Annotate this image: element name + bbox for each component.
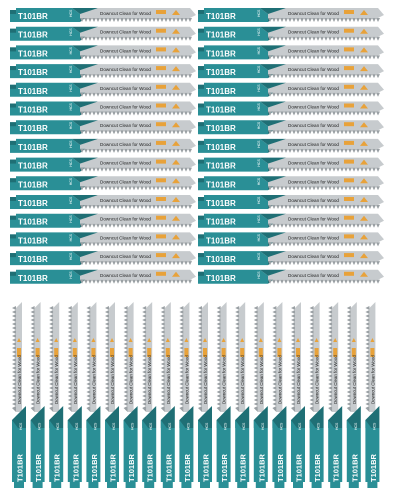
vertical-blade [217,302,231,488]
horizontal-blade [198,102,384,116]
material-mark-label: HCS [69,252,73,261]
material-mark-label: HCS [257,140,261,148]
material-mark-label: HCS [69,140,73,148]
horizontal-blade [198,45,384,59]
material-mark-label: HCS [257,177,261,186]
orange-marker [156,29,166,33]
material-mark-label: HCS [69,196,73,204]
horizontal-blade [10,64,196,78]
orange-marker [156,234,166,238]
blade-description-label: Downcut Clean for Wood [100,85,151,91]
vertical-blade [161,302,175,488]
horizontal-blade [198,27,384,41]
orange-marker [344,85,354,89]
blade-description-label: Downcut Clean for Wood [288,48,339,54]
orange-marker [344,160,354,164]
blade-description-label: Downcut Clean for Wood [100,216,151,222]
material-mark-label: HCS [69,215,73,223]
material-mark-label: HCS [69,9,73,17]
material-mark-label: HCS [69,103,73,111]
blade-description-label: Downcut Clean for Wood [100,29,151,35]
blade-description-label: Downcut Clean for Wood [100,11,151,16]
vertical-blade [142,302,156,488]
horizontal-blade [198,158,384,172]
material-mark-label: HCS [56,422,61,430]
blade-code-label: T101BR [18,105,48,115]
blade-code-label: T101BR [145,454,155,482]
orange-marker [344,234,354,238]
material-mark-label: HCS [257,28,261,36]
material-mark-label: HCS [223,422,228,430]
material-mark-label: HCS [130,422,135,430]
blade-code-label: T101BR [18,273,48,283]
horizontal-blade [10,270,196,284]
blade-description-label: Downcut Clean for Wood [100,235,151,241]
vertical-blade [86,302,100,488]
vertical-blade [272,302,286,488]
material-mark-label: HCS [372,422,377,430]
vertical-blade [49,302,63,488]
material-mark-label: HCS [69,84,73,92]
blade-code-label: T101BR [18,255,48,265]
vertical-blade [310,302,324,488]
blade-description-label: Downcut Clean for Wood [314,355,320,404]
blade-description-label: Downcut Clean for Wood [100,67,151,73]
material-mark-label: HCS [74,422,79,430]
vertical-blade [235,302,249,488]
orange-marker [156,178,166,182]
blade-description-label: Downcut Clean for Wood [100,198,151,203]
blade-code-label: T101BR [206,30,236,40]
horizontal-blade [10,139,196,153]
blade-code-label: T101BR [18,12,48,21]
vertical-blade [254,302,268,488]
material-mark-label: HCS [257,9,261,17]
vertical-blade [124,302,138,488]
material-mark-label: HCS [186,422,191,430]
blade-description-label: Downcut Clean for Wood [288,179,339,185]
blade-description-label: Downcut Clean for Wood [35,355,41,404]
blade-code-label: T101BR [206,255,236,265]
blade-description-label: Downcut Clean for Wood [128,355,134,404]
blade-code-label: T101BR [182,454,192,482]
material-mark-label: HCS [257,65,261,74]
orange-marker [344,216,354,220]
blade-code-label: T101BR [18,236,48,246]
horizontal-blade [198,8,384,22]
blade-description-label: Downcut Clean for Wood [296,355,301,404]
orange-marker [156,216,166,220]
vertical-blade [179,302,193,488]
blade-code-label: T101BR [206,273,236,283]
blade-description-label: Downcut Clean for Wood [203,355,208,404]
blade-description-label: Downcut Clean for Wood [221,355,227,404]
blade-code-label: T101BR [18,124,48,134]
blade-description-label: Downcut Clean for Wood [277,355,283,404]
blade-description-label: Downcut Clean for Wood [288,254,339,260]
orange-marker [344,178,354,182]
material-mark-label: HCS [112,422,116,430]
material-mark-label: HCS [69,47,73,55]
orange-marker [344,47,354,51]
blade-description-label: Downcut Clean for Wood [100,104,151,110]
horizontal-blade [198,232,384,246]
material-mark-label: HCS [37,422,42,430]
blade-code-label: T101BR [18,86,48,96]
blade-description-label: Downcut Clean for Wood [100,179,151,185]
blade-description-label: Downcut Clean for Wood [288,67,339,73]
blade-code-label: T101BR [257,454,267,482]
orange-marker [156,197,166,201]
material-mark-label: HCS [298,422,302,430]
material-mark-label: HCS [69,234,73,242]
orange-marker [156,104,166,108]
blade-code-label: T101BR [206,217,236,227]
blade-description-label: Downcut Clean for Wood [147,355,153,404]
blade-description-label: Downcut Clean for Wood [184,355,190,404]
material-mark-label: HCS [279,422,284,430]
blade-code-label: T101BR [18,68,48,78]
blade-description-label: Downcut Clean for Wood [288,85,339,91]
horizontal-blade [10,176,196,190]
material-mark-label: HCS [257,234,261,242]
blade-description-label: Downcut Clean for Wood [288,198,339,203]
blade-code-label: T101BR [313,454,323,482]
blade-code-label: T101BR [127,454,137,482]
orange-marker [344,10,354,14]
blade-description-label: Downcut Clean for Wood [288,29,339,35]
blade-code-label: T101BR [18,161,48,171]
blade-code-label: T101BR [206,105,236,115]
blade-code-label: T101BR [89,454,99,482]
material-mark-label: HCS [260,422,265,430]
blade-description-label: Downcut Clean for Wood [54,355,60,404]
blade-code-label: T101BR [238,454,248,482]
material-mark-label: HCS [19,422,23,430]
horizontal-blade [10,214,196,228]
blade-description-label: Downcut Clean for Wood [333,355,339,404]
horizontal-blade [198,195,384,209]
blade-description-label: Downcut Clean for Wood [100,48,151,54]
horizontal-blade [198,214,384,228]
blade-description-label: Downcut Clean for Wood [91,355,97,404]
vertical-blade [31,302,45,488]
blade-code-label: T101BR [18,199,48,208]
blade-description-label: Downcut Clean for Wood [258,355,264,404]
blade-code-label: T101BR [18,49,48,59]
blade-code-label: T101BR [206,124,236,134]
blade-code-label: T101BR [34,454,44,482]
horizontal-blade [10,120,196,134]
blade-description-label: Downcut Clean for Wood [288,160,339,166]
blade-description-label: Downcut Clean for Wood [100,160,151,166]
material-mark-label: HCS [242,422,247,430]
horizontal-blade [198,251,384,265]
blade-code-label: T101BR [201,454,211,482]
blade-code-label: T101BR [350,454,360,482]
blade-description-label: Downcut Clean for Wood [370,355,376,404]
blade-code-label: T101BR [71,454,81,482]
blade-description-label: Downcut Clean for Wood [17,355,22,404]
material-mark-label: HCS [69,159,73,167]
material-mark-label: HCS [257,47,261,55]
material-mark-label: HCS [69,271,73,279]
orange-marker [344,66,354,70]
blade-code-label: T101BR [206,236,236,246]
horizontal-blade [10,102,196,116]
vertical-blade [365,302,379,488]
orange-marker [344,197,354,201]
material-mark-label: HCS [93,422,98,430]
blade-description-label: Downcut Clean for Wood [288,141,339,147]
horizontal-blade [10,195,196,209]
horizontal-blade [198,270,384,284]
blade-code-label: T101BR [206,86,236,96]
blade-description-label: Downcut Clean for Wood [100,272,151,278]
orange-marker [156,122,166,126]
blade-description-label: Downcut Clean for Wood [100,123,151,129]
horizontal-blade [198,64,384,78]
blade-code-label: T101BR [18,30,48,40]
orange-marker [156,10,166,14]
orange-marker [156,66,166,70]
orange-marker [156,272,166,276]
blade-code-label: T101BR [206,49,236,59]
material-mark-label: HCS [69,177,73,186]
blade-code-label: T101BR [18,142,48,152]
blade-code-label: T101BR [18,217,48,227]
horizontal-blade [10,251,196,265]
blade-description-label: Downcut Clean for Wood [351,355,357,404]
blade-code-label: T101BR [294,454,304,482]
horizontal-blade [10,27,196,41]
material-mark-label: HCS [257,252,261,261]
material-mark-label: HCS [257,196,261,204]
blade-description-label: Downcut Clean for Wood [100,141,151,147]
blade-code-label: T101BR [368,454,378,482]
blade-description-label: Downcut Clean for Wood [288,216,339,222]
horizontal-blade [198,83,384,97]
blade-code-label: T101BR [206,161,236,171]
blade-description-label: Downcut Clean for Wood [72,355,78,404]
material-mark-label: HCS [149,422,154,430]
blade-code-label: T101BR [52,454,62,482]
blade-code-label: T101BR [206,199,236,208]
material-mark-label: HCS [353,422,358,430]
blade-code-label: T101BR [220,454,230,482]
orange-marker [344,272,354,276]
blade-description-label: Downcut Clean for Wood [100,254,151,260]
material-mark-label: HCS [335,422,340,430]
material-mark-label: HCS [69,28,73,36]
material-mark-label: HCS [316,422,321,430]
blade-code-label: T101BR [18,180,48,190]
blade-code-label: T101BR [206,180,236,190]
blade-description-label: Downcut Clean for Wood [288,272,339,278]
vertical-blade [12,302,26,488]
orange-marker [344,29,354,33]
blade-code-label: T101BR [108,454,118,482]
material-mark-label: HCS [257,271,261,279]
vertical-blade [328,302,342,488]
horizontal-blade [10,8,196,22]
vertical-blade [68,302,82,488]
blade-code-label: T101BR [275,454,285,482]
blade-description-label: Downcut Clean for Wood [165,355,171,404]
horizontal-blade [10,158,196,172]
blade-code-label: T101BR [206,142,236,152]
material-mark-label: HCS [69,65,73,74]
material-mark-label: HCS [257,84,261,92]
orange-marker [344,141,354,145]
horizontal-blade [198,176,384,190]
horizontal-blade [198,139,384,153]
material-mark-label: HCS [69,121,73,130]
material-mark-label: HCS [205,422,209,430]
blade-code-label: T101BR [331,454,341,482]
orange-marker [156,253,166,257]
material-mark-label: HCS [257,103,261,111]
blade-code-label: T101BR [15,454,25,482]
orange-marker [156,141,166,145]
horizontal-blade [10,83,196,97]
blade-description-label: Downcut Clean for Wood [110,355,115,404]
vertical-blade [347,302,361,488]
blade-description-label: Downcut Clean for Wood [288,104,339,110]
blade-code-label: T101BR [206,12,236,21]
orange-marker [156,47,166,51]
orange-marker [344,122,354,126]
horizontal-blade [198,120,384,134]
orange-marker [344,104,354,108]
blade-description-label: Downcut Clean for Wood [288,11,339,16]
blade-description-label: Downcut Clean for Wood [288,123,339,129]
blade-description-label: Downcut Clean for Wood [240,355,246,404]
orange-marker [344,253,354,257]
material-mark-label: HCS [167,422,172,430]
vertical-blade [105,302,119,488]
orange-marker [156,160,166,164]
vertical-blade [198,302,212,488]
blade-description-label: Downcut Clean for Wood [288,235,339,241]
material-mark-label: HCS [257,215,261,223]
blade-code-label: T101BR [164,454,174,482]
horizontal-blade [10,232,196,246]
vertical-blade [291,302,305,488]
material-mark-label: HCS [257,159,261,167]
blade-code-label: T101BR [206,68,236,78]
orange-marker [156,85,166,89]
material-mark-label: HCS [257,121,261,130]
horizontal-blade [10,45,196,59]
